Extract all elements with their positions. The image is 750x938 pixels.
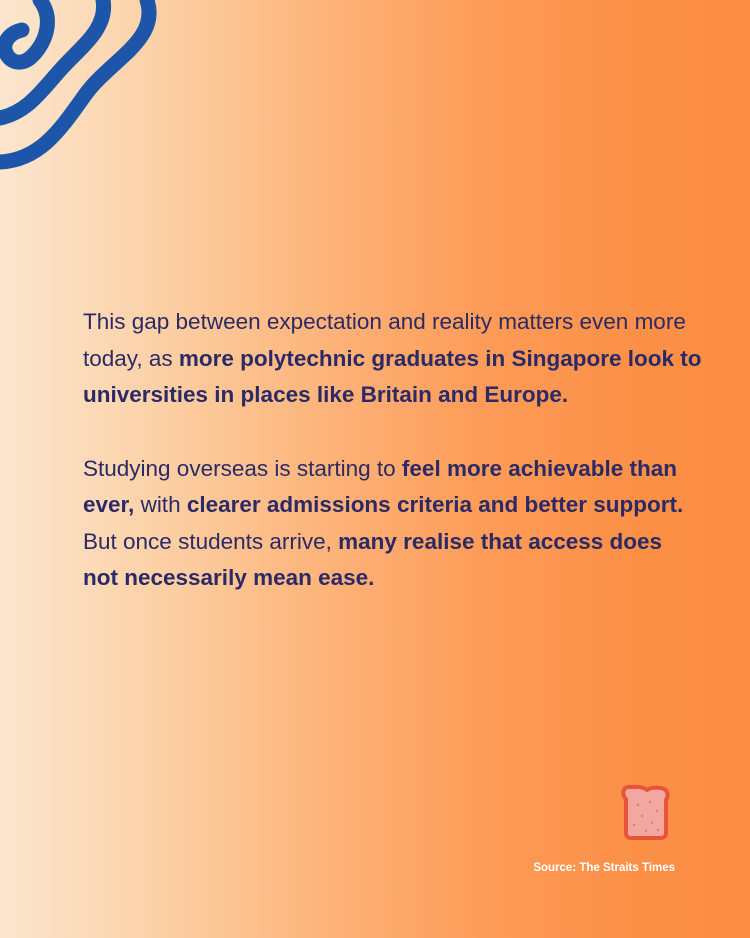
bread-slice-icon: [620, 783, 670, 841]
p2-bold-2: clearer admissions criteria and better support.: [186, 492, 684, 517]
source-caption: Source: The Straits Times: [533, 862, 675, 874]
p2-bold-1: feel more achievable than ever,: [83, 455, 678, 517]
p2-text-2: with: [134, 492, 187, 517]
swirl-decoration: [0, 0, 170, 180]
paragraph-1: [83, 304, 703, 414]
body-text: [83, 304, 703, 634]
p2-text-3: But once students arrive,: [83, 528, 339, 554]
p2-bold-3: many realise that access does not necessarily mean ease.: [83, 528, 663, 590]
p2-text-1: Studying overseas is starting to: [83, 455, 402, 481]
p1-text: This gap between expectation and reality matters even more today, as: [83, 309, 686, 371]
p1-bold-text: more polytechnic graduates in Singapore look to universities in places like Britain and Europe.: [83, 345, 702, 407]
paragraph-2: [83, 451, 703, 597]
